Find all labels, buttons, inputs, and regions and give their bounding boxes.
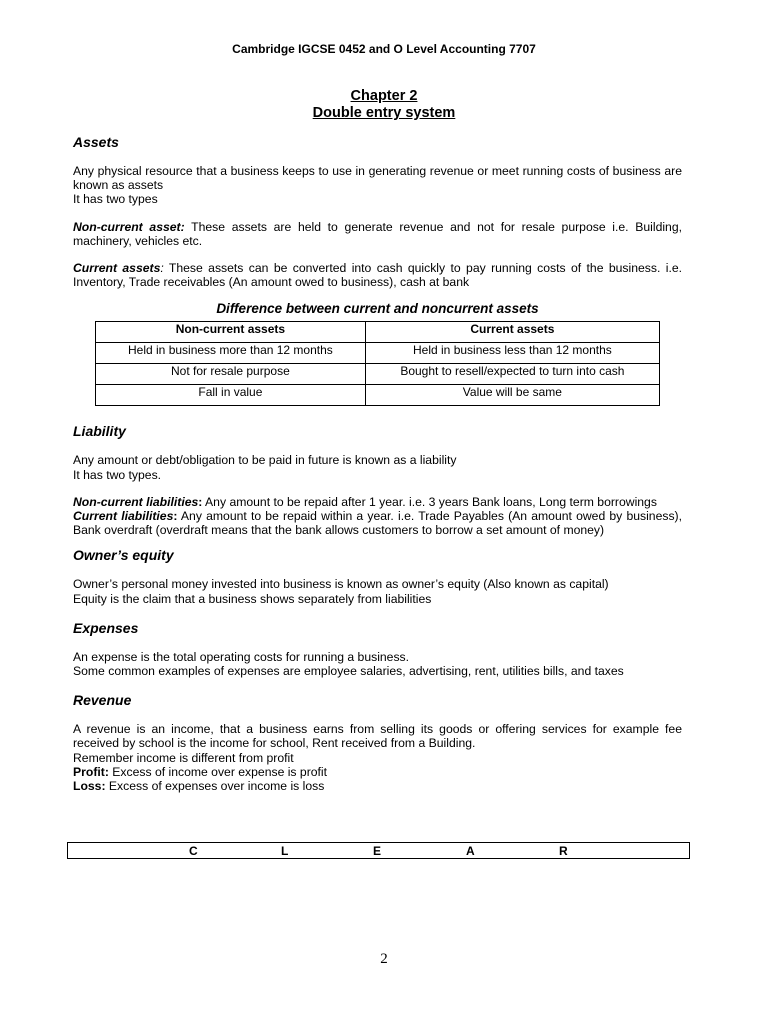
revenue-heading: Revenue: [73, 692, 132, 709]
current-asset-term: Current assets: [73, 261, 161, 276]
expenses-heading: Expenses: [73, 619, 139, 636]
current-liability-text: Any amount to be repaid within a year. i.e. Trade Payables (An amount owed by business), Bank overdraft (overdraft means that the bank allows customers to borrow a set amount of money): [73, 509, 682, 538]
page-header: Cambridge IGCSE 0452 and O Level Accounting 7707: [232, 42, 536, 56]
difference-table: [95, 321, 660, 406]
page-number: 2: [380, 951, 388, 967]
liability-definition: Any amount or debt/obligation to be paid in future is known as a liability: [73, 453, 457, 468]
assets-heading: Assets: [73, 134, 119, 150]
clear-letter: L: [281, 844, 289, 858]
table-row: [96, 385, 660, 406]
noncurrent-liability-text: Any amount to be repaid after 1 year. i.e. 3 years Bank loans, Long term borrowings: [202, 494, 657, 509]
current-asset-colon: :: [160, 261, 164, 276]
table-cell: Bought to resell/expected to turn into cash: [365, 364, 659, 385]
noncurrent-liability-colon: :: [198, 494, 203, 509]
noncurrent-asset-text: These assets are held to generate revenue and not for resale purpose i.e. Building, machinery, vehicles etc.: [73, 219, 682, 248]
expenses-line-1: An expense is the total operating costs for running a business.: [73, 649, 410, 664]
table-row: [96, 343, 660, 364]
current-asset-paragraph: [73, 261, 682, 289]
profit-text: Excess of income over expense is profit: [108, 764, 328, 779]
assets-types: It has two types: [73, 192, 158, 207]
revenue-line-1: A revenue is an income, that a business earns from selling its goods or offering services for example fee received by school is the income for school, Rent received from a Building.: [73, 722, 682, 751]
table-header-row: [96, 322, 660, 343]
current-asset-text: These assets can be converted into cash quickly to pay running costs of the business. i.e. Inventory, Trade receivables (An amount owed to business), cash at bank: [73, 261, 682, 290]
main-content: [73, 133, 682, 793]
chapter-number: Chapter 2: [350, 88, 418, 104]
equity-heading: Owner’s equity: [73, 547, 174, 564]
noncurrent-asset-term: Non-current asset:: [73, 219, 185, 234]
table-row: [96, 364, 660, 385]
liability-types: It has two types.: [73, 467, 162, 482]
clear-letter: R: [559, 844, 568, 858]
loss-term: Loss:: [73, 779, 106, 794]
chapter-title: Double entry system: [312, 105, 456, 121]
difference-table-title: Difference between current and noncurrent assets: [216, 301, 539, 317]
table-cell: Fall in value: [96, 385, 366, 406]
equity-line-1: Owner’s personal money invested into business is known as owner’s equity (Also known as capital): [73, 577, 609, 592]
assets-definition: Any physical resource that a business keeps to use in generating revenue or meet running costs of business are known as assets: [73, 164, 682, 193]
table-cell: Held in business more than 12 months: [96, 343, 366, 364]
table-cell: Held in business less than 12 months: [365, 343, 659, 364]
revenue-line-2: Remember income is different from profit: [73, 750, 294, 765]
table-cell: Value will be same: [365, 385, 659, 406]
clear-letter: A: [466, 844, 475, 858]
loss-text: Excess of expenses over income is loss: [105, 779, 325, 794]
profit-term: Profit:: [73, 764, 109, 779]
table-header-cell: Current assets: [365, 322, 659, 343]
clear-letter: C: [189, 844, 198, 858]
clear-box: [67, 842, 690, 859]
expenses-line-2: Some common examples of expenses are employee salaries, advertising, rent, utilities bills, and taxes: [73, 664, 624, 679]
current-liability-colon: :: [173, 509, 178, 524]
current-liability-term: Current liabilities: [73, 509, 174, 524]
table-header-cell: Non-current assets: [96, 322, 366, 343]
noncurrent-asset-paragraph: [73, 220, 682, 248]
profit-line: [73, 765, 682, 779]
equity-line-2: Equity is the claim that a business shows separately from liabilities: [73, 591, 432, 606]
table-cell: Not for resale purpose: [96, 364, 366, 385]
clear-letter: E: [373, 844, 382, 858]
chapter-heading: [0, 88, 768, 122]
liability-heading: Liability: [73, 423, 126, 440]
noncurrent-liability-paragraph: [73, 495, 682, 509]
noncurrent-liability-term: Non-current liabilities: [73, 494, 199, 509]
current-liability-paragraph: [73, 509, 682, 537]
loss-line: [73, 779, 682, 793]
